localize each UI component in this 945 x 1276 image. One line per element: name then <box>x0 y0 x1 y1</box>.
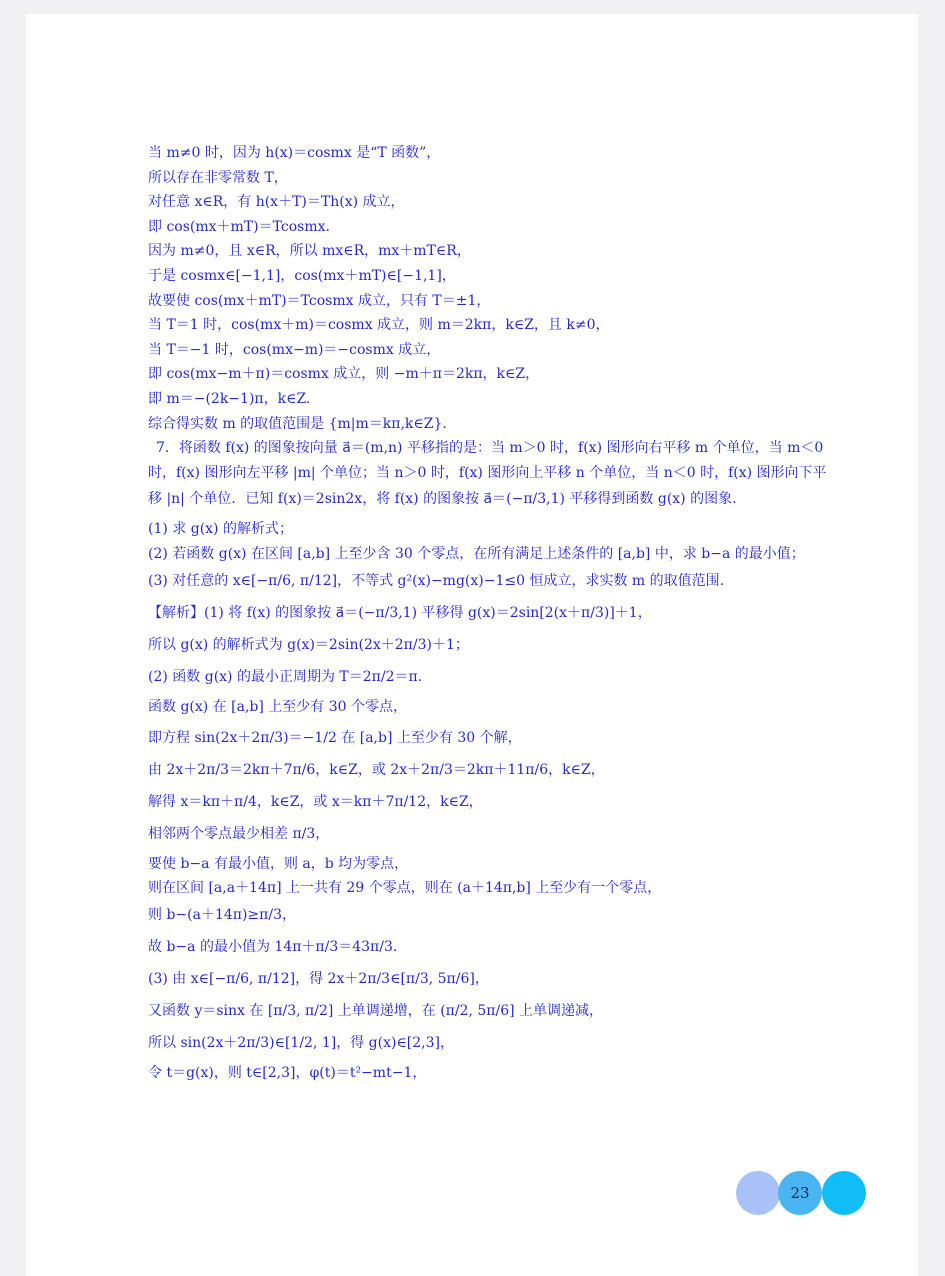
question-part-1: (1) 求 g(x) 的解析式； <box>148 521 293 538</box>
problem-statement-line: 移 |n| 个单位．已知 f(x)＝2sin2x，将 f(x) 的图象按 a⃗＝(−π/3,1) 平移得到函数 g(x) 的图象. <box>148 491 737 508</box>
page-number: 23 <box>790 1184 810 1202</box>
text-line: 所以存在非零常数 T， <box>148 169 288 186</box>
text-line: 当 T＝−1 时，cos(mx−m)＝−cosmx 成立， <box>148 341 441 358</box>
text-line: 当 T＝1 时，cos(mx＋m)＝cosmx 成立，则 m＝2kπ，k∈Z，且 k≠0， <box>148 317 610 334</box>
solution-line: 则在区间 [a,a＋14π] 上一共有 29 个零点，则在 (a＋14π,b] 上至少有一个零点， <box>148 880 662 897</box>
text-line: 即 cos(mx−m＋π)＝cosmx 成立，则 −m＋π＝2kπ，k∈Z， <box>148 366 540 383</box>
page-number-badge <box>736 1171 870 1215</box>
text-line: 因为 m≠0，且 x∈R，所以 mx∈R，mx＋mT∈R， <box>148 243 471 260</box>
solution-line: 由 2x＋2π/3＝2kπ＋7π/6，k∈Z，或 2x＋2π/3＝2kπ＋11π/6，k∈Z， <box>148 761 605 778</box>
question-part-3: (3) 对任意的 x∈[−π/6, π/12]，不等式 g²(x)−mg(x)−1≤0 恒成立，求实数 m 的取值范围. <box>148 572 725 589</box>
solution-line: 【解析】(1) 将 f(x) 的图象按 a⃗＝(−π/3,1) 平移得 g(x)＝2sin[2(x＋π/3)]＋1， <box>148 604 652 621</box>
problem-statement-line: 7．将函数 f(x) 的图象按向量 a⃗＝(m,n) 平移指的是：当 m＞0 时，f(x) 图形向右平移 m 个单位，当 m＜0 <box>156 440 824 457</box>
page-badge-circle <box>822 1171 866 1215</box>
document-page <box>26 14 918 1276</box>
solution-line: (3) 由 x∈[−π/6, π/12]，得 2x＋2π/3∈[π/3, 5π/6]， <box>148 970 489 987</box>
text-line: 综合得实数 m 的取值范围是 {m|m＝kπ,k∈Z}. <box>148 415 447 432</box>
solution-line: 又函数 y＝sinx 在 [π/3, π/2] 上单调递增，在 (π/2, 5π/6] 上单调递减， <box>148 1002 604 1019</box>
text-line: 故要使 cos(mx＋mT)＝Tcosmx 成立，只有 T＝±1， <box>148 292 491 309</box>
text-line: 于是 cosmx∈[−1,1]，cos(mx＋mT)∈[−1,1]， <box>148 267 456 284</box>
solution-line: 即方程 sin(2x＋2π/3)＝−1/2 在 [a,b] 上至少有 30 个解， <box>148 729 522 746</box>
text-line: 即 m＝−(2k−1)π，k∈Z. <box>148 390 311 407</box>
document-body <box>148 144 883 1088</box>
solution-line: 令 t＝g(x)，则 t∈[2,3]，φ(t)＝t²−mt−1， <box>148 1064 427 1081</box>
page-badge-circle <box>736 1171 780 1215</box>
solution-line: 所以 sin(2x＋2π/3)∈[1/2, 1]，得 g(x)∈[2,3]， <box>148 1034 454 1051</box>
solution-line: 所以 g(x) 的解析式为 g(x)＝2sin(2x＋2π/3)＋1； <box>148 636 469 653</box>
solution-line: 则 b−(a＋14π)≥π/3， <box>148 906 296 923</box>
solution-line: 故 b−a 的最小值为 14π＋π/3＝43π/3. <box>148 938 398 955</box>
text-line: 当 m≠0 时，因为 h(x)＝cosmx 是“T 函数”， <box>148 145 441 161</box>
solution-line: 解得 x＝kπ＋π/4，k∈Z，或 x＝kπ＋7π/12，k∈Z， <box>148 793 483 810</box>
text-line: 即 cos(mx＋mT)＝Tcosmx. <box>148 218 330 235</box>
question-part-2: (2) 若函数 g(x) 在区间 [a,b] 上至少含 30 个零点，在所有满足上述条件的 [a,b] 中，求 b−a 的最小值； <box>148 545 805 562</box>
text-line: 对任意 x∈R，有 h(x＋T)＝Th(x) 成立， <box>148 194 405 211</box>
solution-line: 函数 g(x) 在 [a,b] 上至少有 30 个零点， <box>148 698 407 715</box>
problem-statement-line: 时，f(x) 图形向左平移 |m| 个单位；当 n＞0 时，f(x) 图形向上平移 n 个单位，当 n＜0 时，f(x) 图形向下平 <box>148 464 827 481</box>
solution-line: 相邻两个零点最少相差 π/3， <box>148 825 330 842</box>
solution-line: (2) 函数 g(x) 的最小正周期为 T＝2π/2＝π. <box>148 668 423 685</box>
solution-line: 要使 b−a 有最小值，则 a，b 均为零点， <box>148 855 409 872</box>
